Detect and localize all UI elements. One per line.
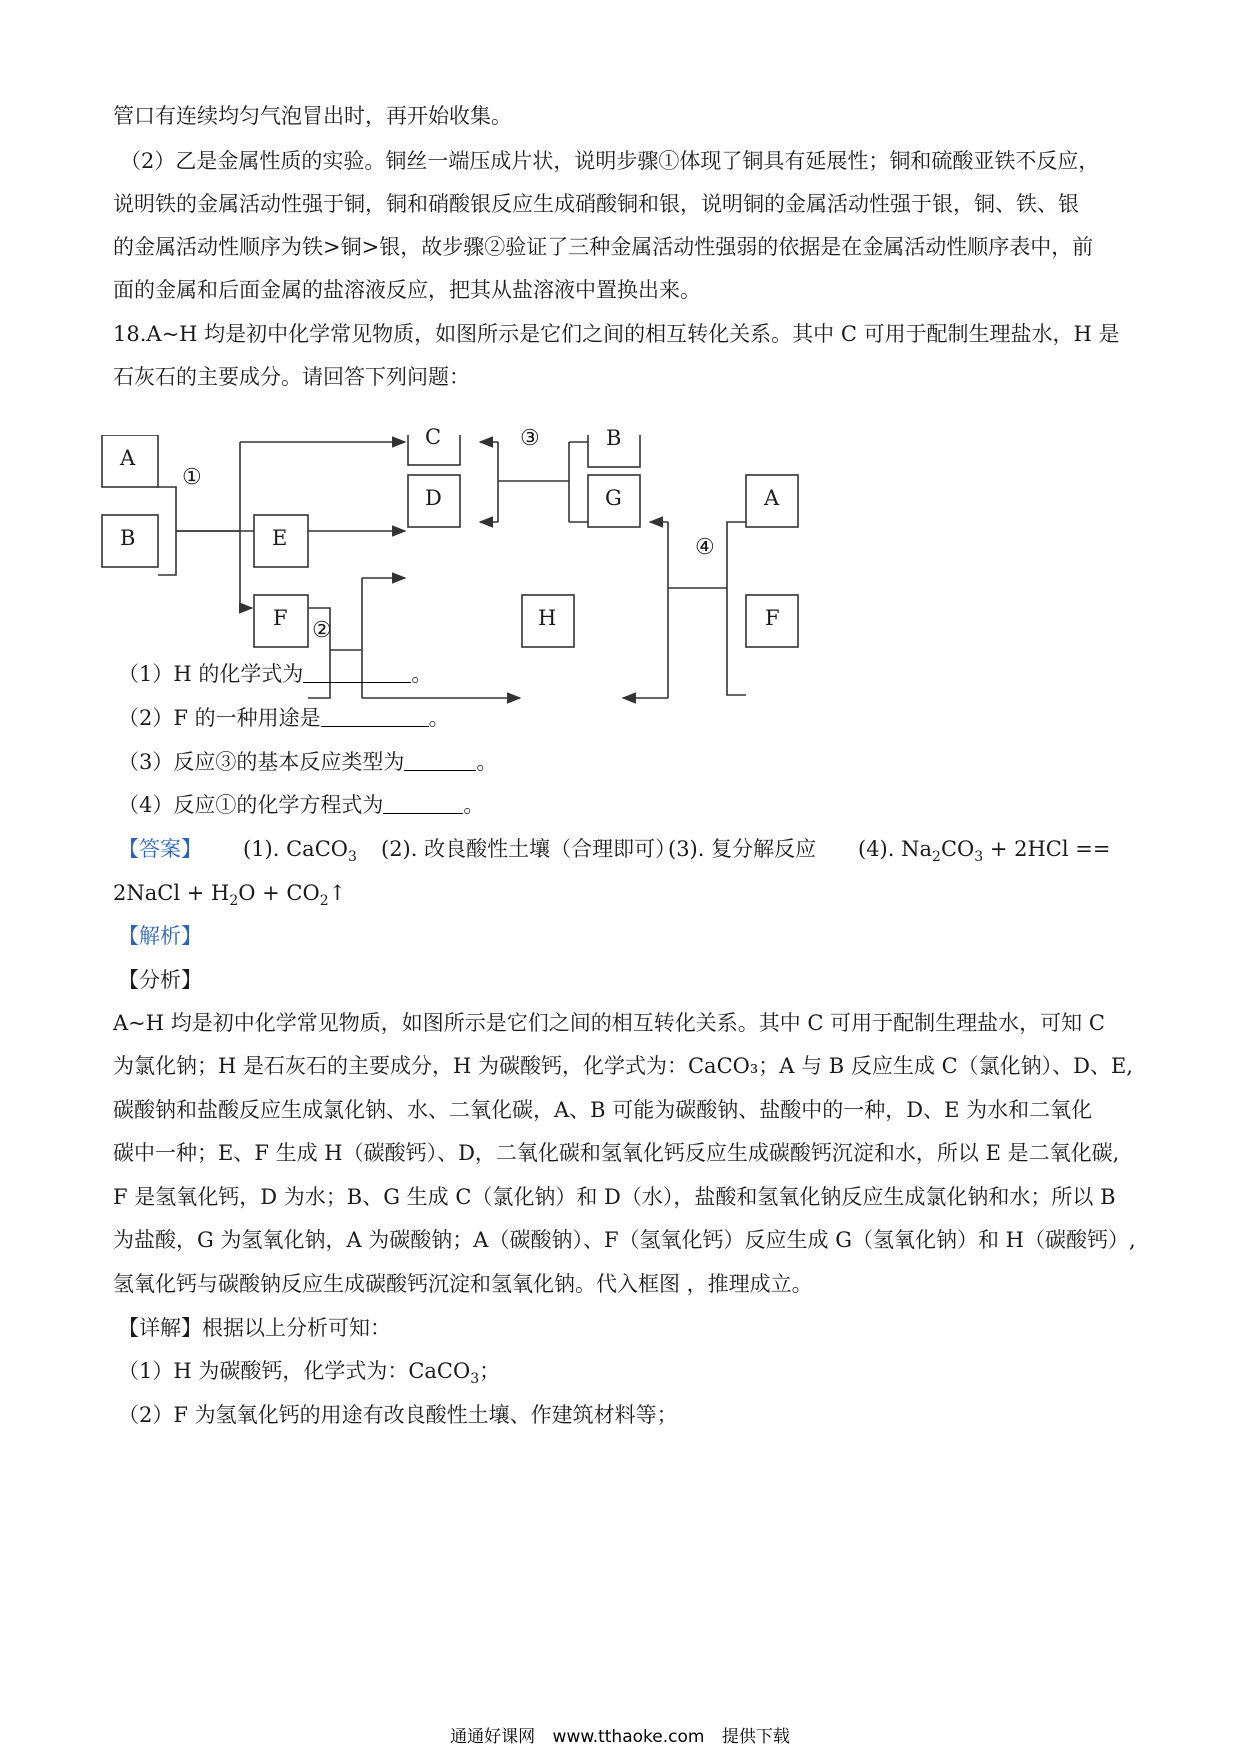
answer-blank <box>383 791 463 814</box>
analysis-line: 为盐酸，G 为氢氧化钠，A 为碳酸钠；A（碳酸钠）、F（氢氧化钙）反应生成 G（氢氧化钠）和 H（碳酸钙）, <box>113 1228 1136 1252</box>
analysis-line: A~H 均是初中化学常见物质，如图所示是它们之间的相互转化关系。其中 C 可用于配制生理盐水，可知 C <box>113 1011 1105 1035</box>
footer-note: 提供下载 <box>721 1727 790 1747</box>
paragraph-line: 的金属活动性顺序为铁>铜>银，故步骤②验证了三种金属活动性强弱的依据是在金属活动性顺序表中，前 <box>113 235 1094 259</box>
analysis-line: 氢氧化钙与碳酸钠反应生成碳酸钙沉淀和氢氧化钠。代入框图 ，推理成立。 <box>113 1272 813 1296</box>
diagram-labels <box>100 425 870 735</box>
answer-equation-continued: 2NaCl + $H_2O$ + $CO_2↑$ <box>113 881 347 910</box>
answer-1: (1). CaCO$_3$ <box>243 837 357 866</box>
reaction-marker-4: ④ <box>695 535 715 560</box>
label-f-right: F <box>765 606 780 630</box>
detail-line: （2）F 为氢氧化钙的用途有改良酸性土壤、作建筑材料等； <box>118 1403 678 1427</box>
label-a: A <box>120 446 136 470</box>
answer-3: (3). 复分解反应 <box>668 837 817 861</box>
question-item: （2）F 的一种用途是 。 <box>118 706 450 730</box>
paragraph-line: 面的金属和后面金属的盐溶液反应，把其从盐溶液中置换出来。 <box>113 278 701 302</box>
label-g: G <box>605 486 622 510</box>
label-e: E <box>272 526 288 550</box>
question-18-stem: 石灰石的主要成分。请回答下列问题： <box>113 365 470 389</box>
analysis-line: 碳中一种；E、F 生成 H（碳酸钙）、D，二氧化碳和氢氧化钙反应生成碳酸钙沉淀和水，所以 E 是二氧化碳, <box>113 1141 1120 1165</box>
answer-2: (2). 改良酸性土壤（合理即可） <box>381 837 677 861</box>
question-18-stem: 18.A~H 均是初中化学常见物质，如图所示是它们之间的相互转化关系。其中 C 可用于配制生理盐水，H 是 <box>113 322 1120 346</box>
analysis-line: F 是氢氧化钙，D 为水；B、G 生成 C（氯化钠）和 D（水），盐酸和氢氧化钠反应生成氯化钠和水；所以 B <box>113 1185 1116 1209</box>
paragraph-line: 说明铁的金属活动性强于铜，铜和硝酸银反应生成硝酸铜和银，说明铜的金属活动性强于银，铜、铁、银 <box>113 192 1079 216</box>
reaction-marker-1: ① <box>182 465 202 490</box>
footer-site: 通通好课网 <box>450 1727 536 1747</box>
reaction-marker-3: ③ <box>520 426 540 451</box>
page-footer <box>0 1722 1240 1747</box>
detail-heading: 【详解】根据以上分析可知： <box>118 1316 391 1340</box>
label-h: H <box>538 606 557 630</box>
answer-4: (4). $Na_2CO_3 + 2HCl$ == <box>858 837 1111 866</box>
question-item: （3）反应③的基本反应类型为 。 <box>118 750 498 774</box>
analysis-line: 为氯化钠；H 是石灰石的主要成分，H 为碳酸钙，化学式为：CaCO₃；A 与 B 反应生成 C（氯化钠）、D、E, <box>113 1054 1133 1078</box>
answer-blank <box>404 748 476 771</box>
answer-line <box>113 834 1133 864</box>
reaction-marker-2: ② <box>312 618 332 643</box>
label-c: C <box>425 425 442 449</box>
footer-url[interactable]: www.tthaoke.com <box>552 1727 705 1747</box>
label-b: B <box>120 526 136 550</box>
question-item: （4）反应①的化学方程式为 。 <box>118 793 485 817</box>
paragraph-line: （2）乙是金属性质的实验。铜丝一端压成片状，说明步骤①体现了铜具有延展性；铜和硫酸亚铁不反应， <box>120 149 1100 173</box>
analysis-line: 碳酸钠和盐酸反应生成氯化钠、水、二氧化碳，A、B 可能为碳酸钠、盐酸中的一种，D、E 为水和二氧化 <box>113 1098 1093 1122</box>
label-f: F <box>273 606 288 630</box>
question-item: （1）H 的化学式为 。 <box>118 662 433 686</box>
fenxi-tag: 【分析】 <box>118 968 202 992</box>
answer-blank <box>321 704 429 727</box>
label-b-right: B <box>606 426 622 450</box>
label-d: D <box>425 486 442 510</box>
answer-tag: 【答案】 <box>118 837 202 861</box>
answer-blank <box>303 660 411 683</box>
paragraph-line: 管口有连续均匀气泡冒出时，再开始收集。 <box>113 104 512 128</box>
analysis-tag: 【解析】 <box>118 924 202 948</box>
label-a-right: A <box>764 486 780 510</box>
detail-tag: 【详解】 <box>118 1316 202 1340</box>
detail-line: （1）H 为碳酸钙，化学式为：CaCO$_3$； <box>118 1359 501 1388</box>
